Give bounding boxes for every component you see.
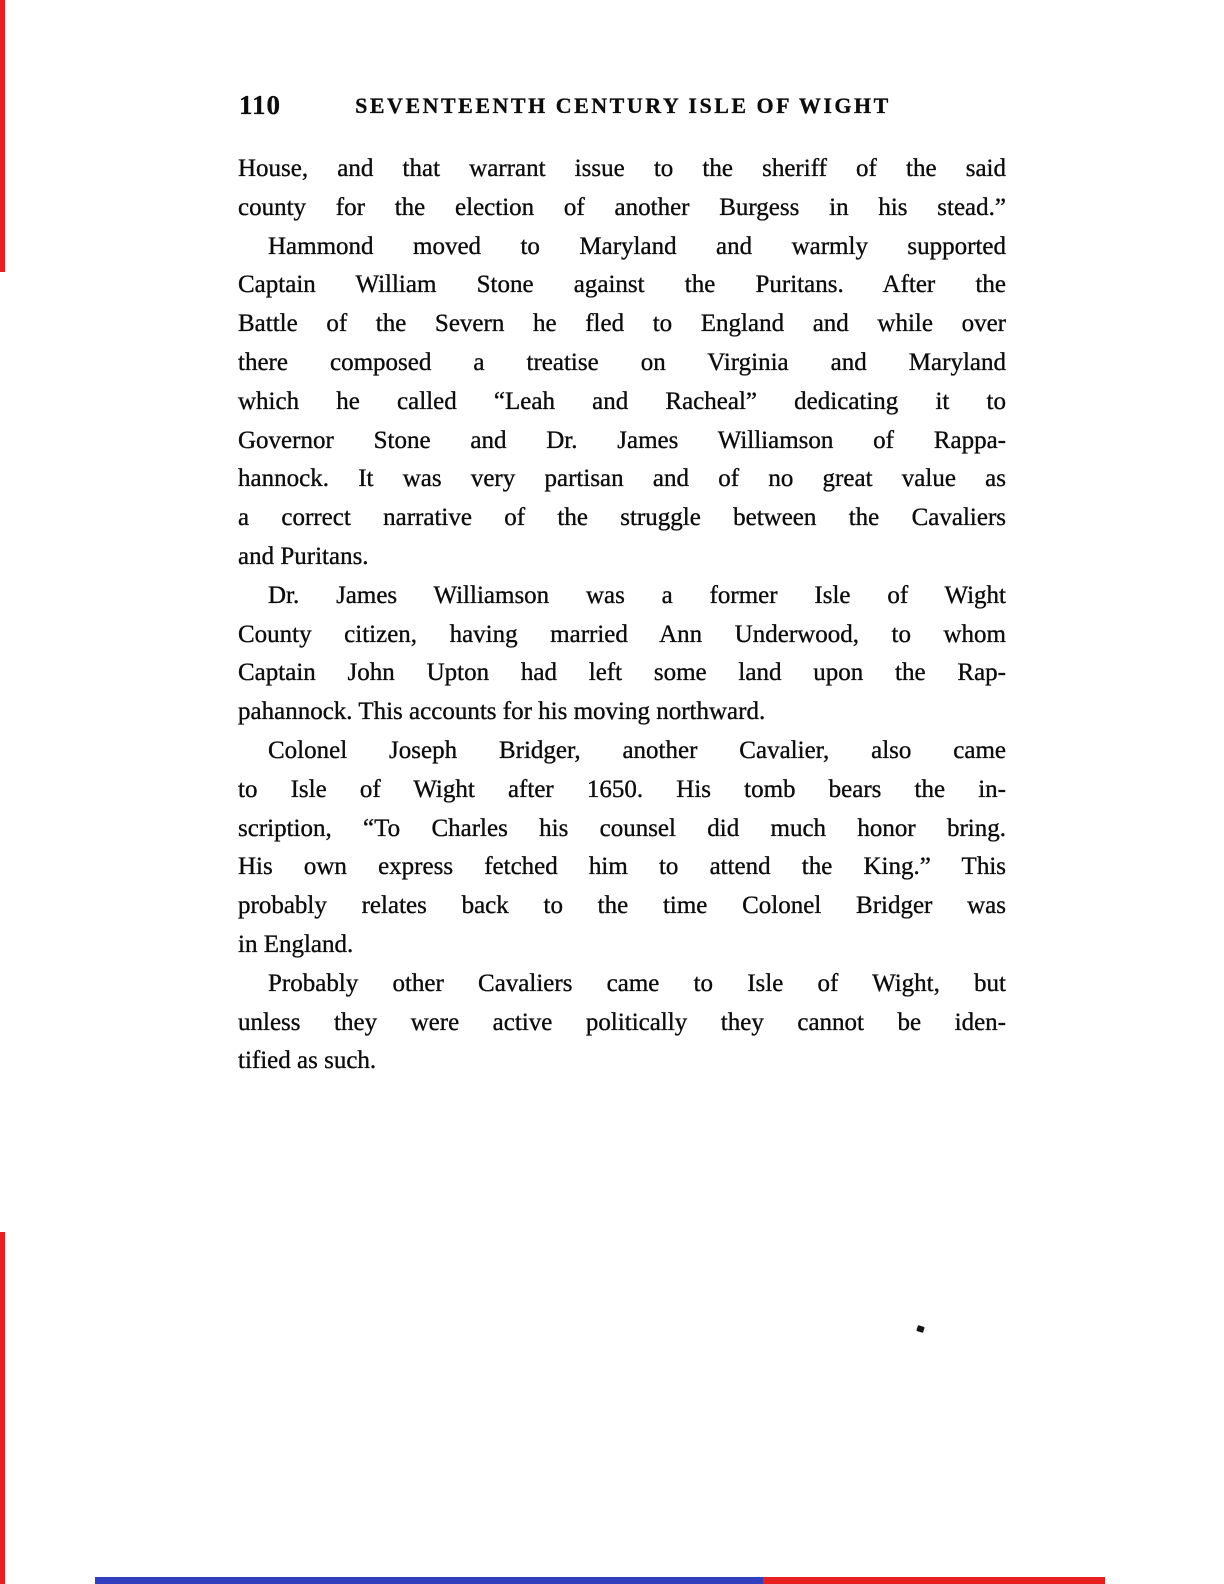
- body-text: [238, 150, 1006, 1081]
- text-line: probably relates back to the time Colonel Bridger was: [238, 892, 1006, 920]
- text-line: in England.: [238, 930, 354, 958]
- running-title: SEVENTEENTH CENTURY ISLE OF WIGHT: [355, 93, 891, 118]
- text-line: a correct narrative of the struggle between the Cavaliers: [238, 504, 1006, 532]
- page-number: 110: [239, 90, 282, 120]
- text-line: Probably other Cavaliers came to Isle of Wight, but: [268, 969, 1006, 997]
- text-line: House, and that warrant issue to the sheriff of the said: [238, 155, 1006, 182]
- ink-speck: [916, 1325, 925, 1333]
- text-line: hannock. It was very partisan and of no great value as: [238, 465, 1006, 493]
- scan-edge-red-strip-bottom-left: [0, 1232, 5, 1584]
- text-line: Captain John Upton had left some land upon the Rap-: [238, 659, 1006, 687]
- scan-edge-blue-line-bottom: [95, 1577, 763, 1584]
- text-line: tified as such.: [238, 1047, 377, 1075]
- text-line: Dr. James Williamson was a former Isle of Wight: [268, 581, 1006, 609]
- text-line: to Isle of Wight after 1650. His tomb bears the in-: [238, 775, 1006, 803]
- text-line: pahannock. This accounts for his moving northward.: [238, 698, 766, 726]
- text-line: Governor Stone and Dr. James Williamson of Rappa-: [238, 426, 1006, 454]
- text-line: scription, “To Charles his counsel did much honor bring.: [238, 814, 1006, 842]
- text-line: His own express fetched him to attend the King.” This: [238, 853, 1006, 881]
- text-line: County citizen, having married Ann Underwood, to whom: [238, 620, 1006, 648]
- text-line: which he called “Leah and Racheal” dedicating it to: [238, 387, 1006, 415]
- page-header: [239, 90, 1007, 122]
- text-line: and Puritans.: [238, 542, 369, 570]
- text-line: Captain William Stone against the Puritans. After the: [238, 271, 1006, 299]
- scan-edge-red-strip-top-left: [0, 0, 5, 272]
- text-line: county for the election of another Burgess in his stead.”: [238, 193, 1006, 221]
- text-line: unless they were active politically they cannot be iden-: [238, 1008, 1006, 1036]
- text-line: Battle of the Severn he fled to England and while over: [238, 310, 1006, 338]
- scan-edge-red-line-bottom: [763, 1577, 1105, 1584]
- text-line: Hammond moved to Maryland and warmly supported: [268, 232, 1006, 260]
- text-line: Colonel Joseph Bridger, another Cavalier, also came: [268, 736, 1006, 764]
- text-line: there composed a treatise on Virginia and Maryland: [238, 348, 1006, 376]
